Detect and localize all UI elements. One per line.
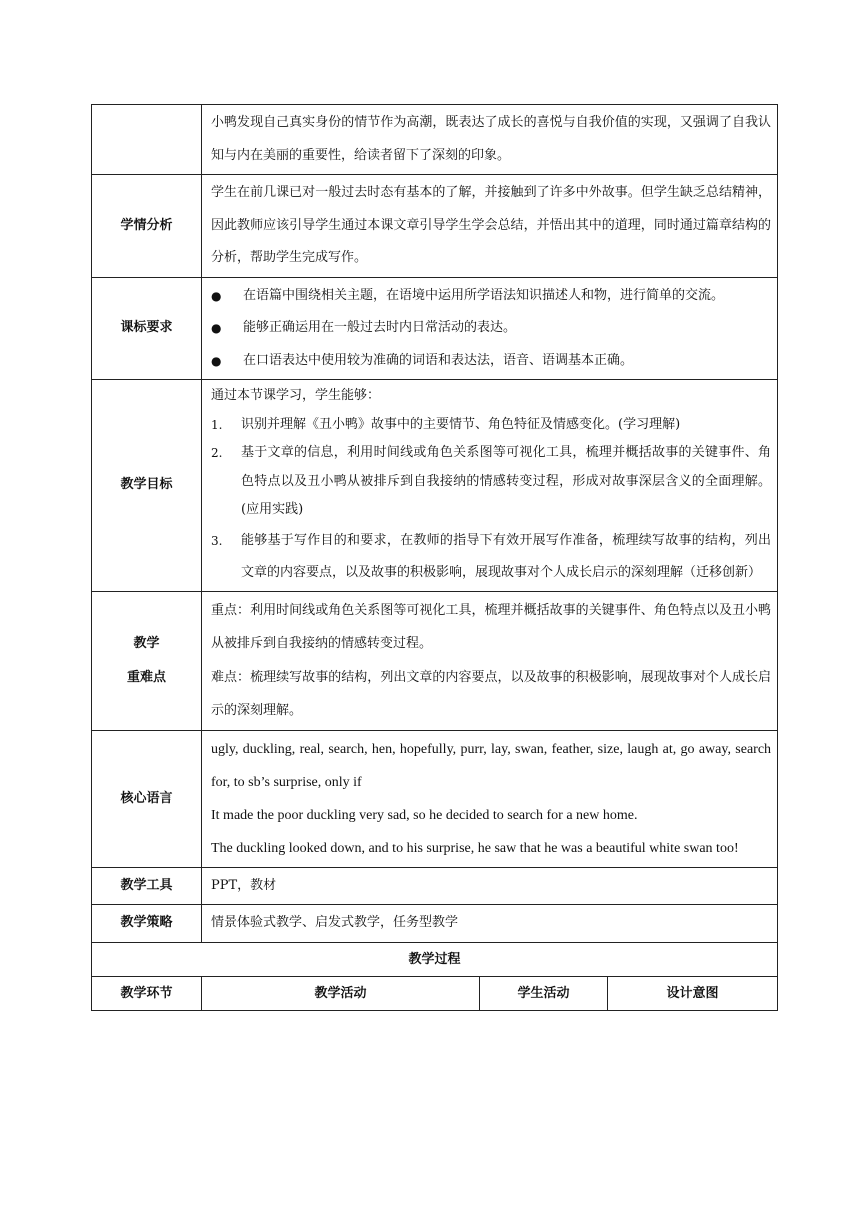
curriculum-content: [202, 277, 778, 380]
core-language-content: [202, 730, 778, 867]
lesson-plan-table: [91, 104, 778, 1011]
empty-label-cell: [92, 105, 202, 175]
row-key-points: [92, 591, 778, 730]
list-item: 3. 能够基于写作目的和要求，在教师的指导下有效开展写作准备，梳理续写故事的结构，列出文章的内容要点，以及故事的积极影响，展现故事对个人成长启示的深刻理解（迁移创新）: [211, 532, 772, 580]
list-item: 1. 识别并理解《丑小鸭》故事中的主要情节、角色特征及情感变化。(学习理解): [211, 416, 681, 432]
process-title: 教学过程: [92, 942, 778, 976]
strategy-content: 情景体验式教学、启发式教学，任务型教学: [202, 905, 778, 943]
strategy-label: 教学策略: [92, 905, 202, 943]
tools-label: 教学工具: [92, 867, 202, 905]
core-language-label: 核心语言: [92, 730, 202, 867]
row-student-analysis: [92, 175, 778, 278]
column-header-stage: 教学环节: [92, 976, 202, 1010]
student-analysis-content: 学生在前几课已对一般过去时态有基本的了解，并接触到了许多中外故事。但学生缺乏总结精神，因此教师应该引导学生通过本课文章引导学生学会总结，并悟出其中的道理，同时通过篇章结构的分析，帮助学生完成写作。: [202, 175, 778, 278]
objectives-content: [202, 380, 778, 592]
row-curriculum: [92, 277, 778, 380]
row-process-title: [92, 942, 778, 976]
bullet-icon: ●: [211, 288, 222, 303]
objectives-label: 教学目标: [92, 380, 202, 592]
key-point-text: 重点：利用时间线或角色关系图等可视化工具，梳理并概括故事的关键事件、角色特点以及丑小鸭从被排斥到自我接纳的情感转变过程。: [211, 602, 772, 651]
list-item: 2. 基于文章的信息，利用时间线或角色关系图等可视化工具，梳理并概括故事的关键事件、角色特点以及丑小鸭从被排斥到自我接纳的情感转变过程，形成对故事深层含义的全面理解。(应用实践): [211, 445, 772, 517]
list-item: ● 在口语表达中使用较为准确的词语和表达法，语音、语调基本正确。: [211, 345, 771, 378]
column-header-design-intent: 设计意图: [608, 976, 778, 1010]
column-header-student-activity: 学生活动: [480, 976, 608, 1010]
sentence-text: The duckling looked down, and to his surprise, he saw that he was a beautiful white swan too!: [211, 840, 739, 856]
objectives-intro: 通过本节课学习，学生能够：: [211, 388, 381, 403]
row-process-header: [92, 976, 778, 1010]
column-header-teacher-activity: 教学活动: [202, 976, 480, 1010]
row-tools: [92, 867, 778, 905]
row-text-analysis-continued: [92, 105, 778, 175]
key-points-label: 教学 重难点: [92, 591, 202, 730]
list-item: ● 在语篇中围绕相关主题，在语境中运用所学语法知识描述人和物，进行简单的交流。: [211, 280, 771, 313]
curriculum-label: 课标要求: [92, 277, 202, 380]
vocabulary-text: ugly, duckling, real, search, hen, hopefully, purr, lay, swan, feather, size, laugh at, go away, search for, to sb’s surprise, only if: [211, 741, 772, 790]
row-strategy: [92, 905, 778, 943]
tools-content: PPT，教材: [202, 867, 778, 905]
key-points-content: [202, 591, 778, 730]
row-core-language: [92, 730, 778, 867]
difficult-point-text: 难点：梳理续写故事的结构，列出文章的内容要点，以及故事的积极影响，展现故事对个人成长启示的深刻理解。: [211, 669, 772, 718]
list-item: ● 能够正确运用在一般过去时内日常活动的表达。: [211, 312, 771, 345]
student-analysis-label: 学情分析: [92, 175, 202, 278]
sentence-text: It made the poor duckling very sad, so he decided to search for a new home.: [211, 807, 638, 823]
text-analysis-content: 小鸭发现自己真实身份的情节作为高潮，既表达了成长的喜悦与自我价值的实现，又强调了自我认知与内在美丽的重要性，给读者留下了深刻的印象。: [202, 105, 778, 175]
bullet-icon: ●: [211, 353, 222, 368]
bullet-icon: ●: [211, 321, 222, 335]
row-objectives: [92, 380, 778, 592]
